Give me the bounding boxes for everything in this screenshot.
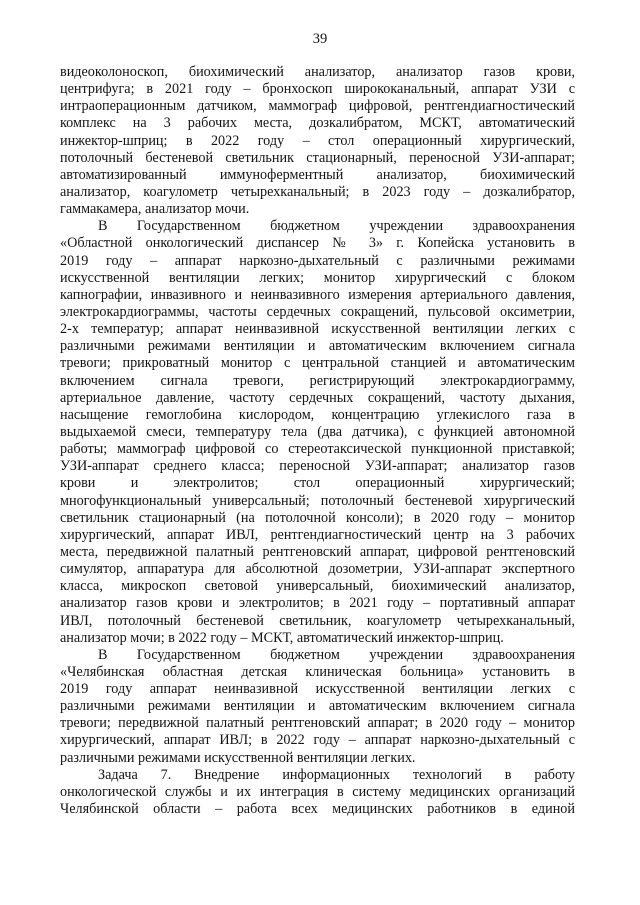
text-line: анализатор, коагулометр четырехканальный; в 2023 году – дозкалибратор, [60, 183, 575, 200]
text-line: ИВЛ, потолочный бестеневой светильник, коагулометр четырехканальный, [60, 612, 575, 629]
text-line: тревоги; прикроватный монитор с центральной станцией и автоматическим [60, 355, 575, 372]
text-line: 2-х температур; аппарат неинвазивной искусственной вентиляции легких с [60, 321, 575, 338]
text-line: В Государственном бюджетном учреждении здравоохранения [98, 646, 575, 663]
text-line: включением сигнала тревоги, регистрирующий электрокардиограмму, [60, 372, 575, 389]
text-line: симулятор, аппаратура для абсолютной дозометрии, УЗИ-аппарат экспертного [60, 561, 575, 578]
text-line: автоматизированный иммуноферментный анализатор, биохимический [60, 166, 575, 183]
text-line: В Государственном бюджетном учреждении здравоохранения [98, 218, 575, 235]
text-line: артериальное давление, частоту сердечных сокращений, частоту дыхания, [60, 389, 575, 406]
paragraph [60, 218, 575, 647]
paragraph [60, 767, 575, 818]
text-line: гаммакамера, анализатор мочи. [60, 201, 250, 218]
text-line: места, передвижной палатный рентгеновский аппарат, цифровой рентгеновский [60, 543, 575, 560]
text-line: 2019 году аппарат неинвазивной искусственной вентиляции легких с [60, 681, 575, 698]
text-line: 2019 году – аппарат наркозно-дыхательный с различными режимами [60, 252, 575, 269]
text-line: комплекс на 3 рабочих места, дозкалибратом, МСКТ, автоматический [60, 115, 575, 132]
text-line: электрокардиограммы, частоты сердечных сокращений, пульсовой оксиметрии, [60, 303, 575, 320]
text-line: работы; маммограф цифровой со стереотаксической пункционной приставкой; [60, 441, 575, 458]
text-line: различными режимами вентиляции и автоматическим включением сигнала [60, 698, 575, 715]
text-line: инжектор-шприц; в 2022 году – стол операционный хирургический, [60, 132, 575, 149]
text-line: светильник стационарный (на потолочной консоли); в 2020 году – монитор [60, 509, 575, 526]
text-line: многофункциональный универсальный; потолочный бестеневой хирургический [60, 492, 575, 509]
text-line: анализатор газов крови и электролитов; в 2021 году – портативный аппарат [60, 595, 575, 612]
text-line: капнографии, инвазивного и неинвазивного измерения артериального давления, [60, 286, 575, 303]
text-line: хирургический, аппарат ИВЛ, рентгендиагностический центр на 3 рабочих [60, 526, 575, 543]
document-body [60, 64, 575, 818]
text-line: Челябинской области – работа всех медицинских работников в единой [60, 801, 575, 818]
text-line: «Челябинская областная детская клиническая больница» установить в [60, 663, 575, 680]
text-line: различными режимами вентиляции и автоматическим включением сигнала [60, 338, 575, 355]
page-number: 39 [312, 31, 328, 47]
text-line: Задача 7. Внедрение информационных технологий в работу [98, 766, 575, 783]
text-line: выдыхаемой смеси, температуру тела (два датчика), с функцией автономной [60, 423, 575, 440]
text-line: потолочный бестеневой светильник стационарный, переносной УЗИ-аппарат; [60, 149, 575, 166]
text-line: онкологической службы и их интеграция в систему медицинских организаций [60, 783, 575, 800]
paragraph [60, 647, 575, 767]
text-line: интраоперационным датчиком, маммограф цифровой, рентгендиагностический [60, 98, 575, 115]
text-line: анализатор мочи; в 2022 году – МСКТ, автоматический инжектор-шприц. [60, 629, 504, 646]
text-line: различными режимами искусственной вентиляции легких. [60, 749, 416, 766]
text-line: «Областной онкологический диспансер № 3» г. Копейска установить в [60, 235, 575, 252]
text-line: хирургический, аппарат ИВЛ; в 2022 году – аппарат наркозно-дыхательный с [60, 732, 575, 749]
paragraph [60, 64, 575, 218]
text-line: класса, микроскоп световой универсальный, биохимический анализатор, [60, 578, 575, 595]
text-line: УЗИ-аппарат среднего класса; переносной УЗИ-аппарат; анализатор газов [60, 458, 575, 475]
text-line: видеоколоноскоп, биохимический анализатор, анализатор газов крови, [60, 64, 575, 80]
text-line: насыщение гемоглобина кислородом, концентрацию углекислого газа в [60, 406, 575, 423]
text-line: центрифуга; в 2021 году – бронхоскоп ширококанальный, аппарат УЗИ с [60, 81, 575, 98]
text-line: тревоги; передвижной палатный рентгеновский аппарат; в 2020 году – монитор [60, 715, 575, 732]
text-line: искусственной вентиляции легких; монитор хирургический с блоком [60, 269, 575, 286]
text-line: крови и электролитов; стол операционный хирургический; [60, 475, 575, 492]
